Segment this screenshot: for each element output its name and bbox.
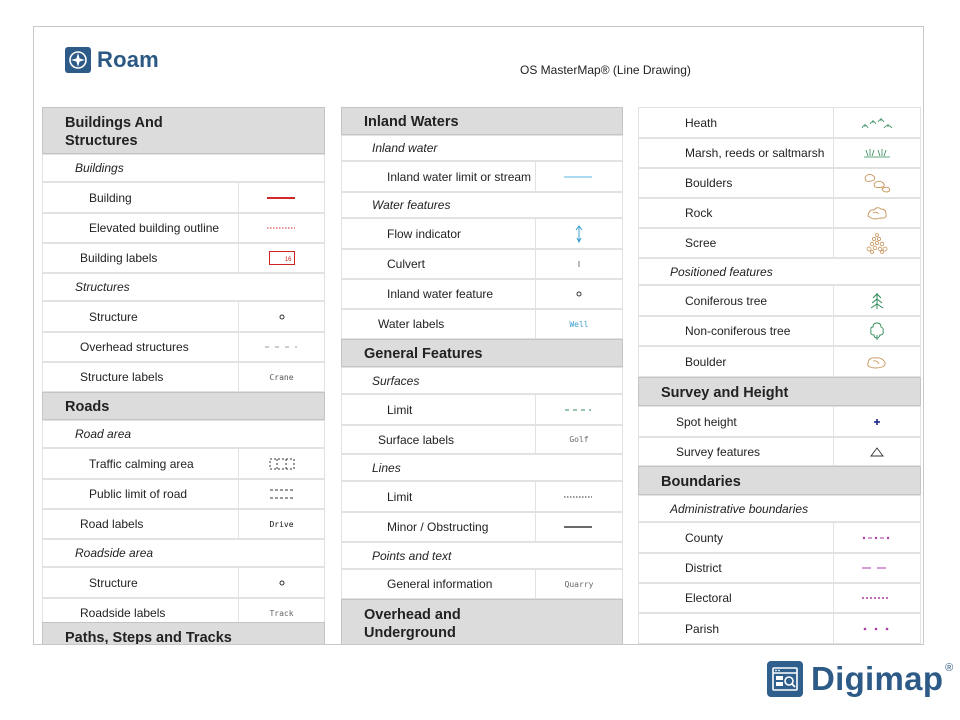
section-title: Survey and Height bbox=[661, 384, 789, 401]
heath-icon bbox=[833, 107, 921, 138]
water-label-symbol bbox=[535, 309, 623, 339]
subsection-lines bbox=[341, 454, 623, 481]
subsection-points-text bbox=[341, 542, 623, 569]
legend-item-inland-water-limit bbox=[341, 161, 623, 192]
legend-item-culvert bbox=[341, 249, 623, 279]
structure-label-sample: Crane bbox=[269, 372, 294, 382]
legend-item-flow-indicator bbox=[341, 218, 623, 249]
legend-label: Limit bbox=[387, 402, 413, 417]
legend-item-spot-height bbox=[638, 406, 921, 437]
legend-item-water-labels bbox=[341, 309, 623, 339]
legend-item-structure bbox=[42, 301, 325, 332]
electoral-boundary-symbol bbox=[833, 583, 921, 613]
legend-item-structure-labels bbox=[42, 362, 325, 392]
building-label-symbol bbox=[238, 243, 325, 273]
subsection-structures bbox=[42, 273, 325, 301]
legend-label: Overhead structures bbox=[80, 340, 189, 354]
triangle-icon bbox=[833, 437, 921, 466]
legend-item-inland-water-feature bbox=[341, 279, 623, 309]
elevated-building-symbol bbox=[238, 213, 325, 243]
legend-label: Boulder bbox=[685, 354, 727, 369]
legend-item-surface-limit bbox=[341, 394, 623, 425]
water-feature-point-symbol bbox=[535, 279, 623, 309]
compass-icon bbox=[65, 47, 91, 73]
legend-label: Minor / Obstructing bbox=[387, 520, 489, 534]
legend-item-overhead-structures bbox=[42, 332, 325, 362]
legend-label: Structure labels bbox=[80, 370, 164, 384]
legend-label: Coniferous tree bbox=[685, 293, 768, 308]
legend-label: Flow indicator bbox=[387, 226, 462, 241]
legend-item-rock bbox=[638, 198, 921, 228]
traffic-calming-symbol bbox=[238, 448, 325, 479]
structure-label-symbol bbox=[238, 362, 325, 392]
legend-label: Building labels bbox=[80, 251, 158, 265]
county-boundary-symbol bbox=[833, 522, 921, 553]
legend-column-1 bbox=[42, 107, 325, 645]
legend-item-lines-limit bbox=[341, 481, 623, 512]
section-title: Buildings And Structures bbox=[65, 114, 163, 149]
section-header-survey-height[interactable] bbox=[638, 377, 921, 406]
legend-label: Heath bbox=[685, 115, 718, 130]
section-title: Inland Waters bbox=[364, 114, 459, 130]
section-header-overhead-underground[interactable] bbox=[341, 599, 623, 645]
legend-label: Water labels bbox=[378, 317, 445, 331]
legend-item-public-limit bbox=[42, 479, 325, 509]
section-header-inland-waters[interactable] bbox=[341, 107, 623, 135]
flow-arrow-icon bbox=[535, 218, 623, 249]
app-name: Roam bbox=[97, 47, 159, 72]
coniferous-tree-icon bbox=[833, 285, 921, 316]
general-info-label-symbol bbox=[535, 569, 623, 599]
legend-label: General information bbox=[387, 577, 493, 591]
subsection-road-area bbox=[42, 420, 325, 448]
subsection-title: Road area bbox=[75, 427, 132, 441]
legend-label: District bbox=[685, 561, 722, 575]
subsection-inland-water bbox=[341, 135, 623, 161]
legend-label: Elevated building outline bbox=[89, 221, 220, 235]
legend-item-non-coniferous-tree bbox=[638, 316, 921, 346]
roadside-label-sample: Track bbox=[269, 608, 294, 618]
legend-item-minor-obstructing bbox=[341, 512, 623, 542]
section-title: Paths, Steps and Tracks bbox=[65, 630, 232, 645]
section-header-roads[interactable] bbox=[42, 392, 325, 420]
non-coniferous-tree-icon bbox=[833, 316, 921, 346]
legend-label: Rock bbox=[685, 206, 713, 220]
legend-item-boulders bbox=[638, 168, 921, 198]
subsection-title: Points and text bbox=[372, 548, 452, 563]
subsection-title: Administrative boundaries bbox=[670, 501, 809, 516]
subsection-title: Buildings bbox=[75, 161, 124, 175]
inland-water-limit-symbol bbox=[535, 161, 623, 192]
legend-item-county bbox=[638, 522, 921, 553]
legend-label: County bbox=[685, 530, 724, 545]
legend-label: Structure bbox=[89, 309, 138, 324]
legend-label: Inland water limit or stream bbox=[387, 169, 532, 184]
legend-label: Culvert bbox=[387, 257, 426, 271]
rock-icon bbox=[833, 198, 921, 228]
road-label-sample: Drive bbox=[269, 519, 294, 529]
legend-label: Traffic calming area bbox=[89, 456, 194, 471]
legend-item-road-labels bbox=[42, 509, 325, 539]
legend-label: Inland water feature bbox=[387, 287, 494, 301]
subsection-title: Inland water bbox=[372, 141, 438, 155]
digimap-logo[interactable] bbox=[767, 660, 954, 698]
legend-item-elevated-building bbox=[42, 213, 325, 243]
structure-point-symbol bbox=[238, 301, 325, 332]
section-header-general-features[interactable] bbox=[341, 339, 623, 367]
subsection-title: Surfaces bbox=[372, 373, 420, 388]
subsection-title: Lines bbox=[372, 460, 401, 475]
legend-label: Parish bbox=[685, 621, 720, 636]
scree-icon bbox=[833, 228, 921, 258]
registered-mark: ® bbox=[945, 662, 954, 674]
road-label-symbol bbox=[238, 509, 325, 539]
legend-item-roadside-structure bbox=[42, 567, 325, 598]
water-label-sample: Well bbox=[569, 319, 589, 329]
section-title: General Features bbox=[364, 346, 483, 362]
legend-item-survey-features bbox=[638, 437, 921, 466]
brand-name: Digimap bbox=[811, 660, 944, 697]
legend-label: Structure bbox=[89, 575, 138, 590]
spot-height-icon bbox=[833, 406, 921, 437]
building-line-symbol bbox=[238, 182, 325, 213]
legend-label: Marsh, reeds or saltmarsh bbox=[685, 146, 825, 160]
subsection-buildings bbox=[42, 154, 325, 182]
legend-label: Roadside labels bbox=[80, 606, 166, 620]
culvert-symbol bbox=[535, 249, 623, 279]
subsection-water-features bbox=[341, 192, 623, 218]
boulders-icon bbox=[833, 168, 921, 198]
legend-label: Public limit of road bbox=[89, 487, 188, 501]
district-boundary-symbol bbox=[833, 553, 921, 583]
legend-item-traffic-calming bbox=[42, 448, 325, 479]
subsection-title: Structures bbox=[75, 280, 130, 294]
legend-item-electoral bbox=[638, 583, 921, 613]
surface-limit-symbol bbox=[535, 394, 623, 425]
boulder-icon bbox=[833, 346, 921, 377]
subsection-title: Positioned features bbox=[670, 264, 773, 279]
section-title: Boundaries bbox=[661, 473, 741, 490]
legend-label: Non-coniferous tree bbox=[685, 324, 791, 338]
legend-label: Survey features bbox=[676, 444, 761, 459]
legend-item-marsh bbox=[638, 138, 921, 168]
legend-item-parish bbox=[638, 613, 921, 644]
building-label-sample: 16 bbox=[284, 257, 292, 263]
section-title: Roads bbox=[65, 399, 110, 415]
legend-panel bbox=[33, 26, 924, 645]
roam-logo[interactable] bbox=[65, 47, 159, 73]
map-search-icon bbox=[767, 661, 803, 697]
legend-item-coniferous-tree bbox=[638, 285, 921, 316]
legend-column-3 bbox=[638, 107, 921, 645]
section-header-boundaries[interactable] bbox=[638, 466, 921, 495]
map-title: OS MasterMap® (Line Drawing) bbox=[520, 63, 691, 77]
legend-label: Electoral bbox=[685, 591, 732, 605]
legend-column-2 bbox=[341, 107, 623, 645]
legend-item-scree bbox=[638, 228, 921, 258]
overhead-structure-symbol bbox=[238, 332, 325, 362]
subsection-title: Roadside area bbox=[75, 546, 154, 560]
legend-item-surface-labels bbox=[341, 425, 623, 454]
general-info-sample: Quarry bbox=[564, 579, 594, 589]
minor-obstructing-symbol bbox=[535, 512, 623, 542]
subsection-positioned-features bbox=[638, 258, 921, 285]
section-header-buildings-structures[interactable] bbox=[42, 107, 325, 154]
legend-item-general-information bbox=[341, 569, 623, 599]
subsection-title: Water features bbox=[372, 198, 451, 212]
lines-limit-symbol bbox=[535, 481, 623, 512]
marsh-icon bbox=[833, 138, 921, 168]
section-header-paths[interactable] bbox=[42, 622, 325, 645]
legend-item-building bbox=[42, 182, 325, 213]
legend-label: Road labels bbox=[80, 517, 144, 531]
legend-label: Building bbox=[89, 190, 132, 205]
legend-label: Limit bbox=[387, 489, 413, 504]
subsection-roadside-area bbox=[42, 539, 325, 567]
public-limit-symbol bbox=[238, 479, 325, 509]
legend-item-heath bbox=[638, 107, 921, 138]
subsection-administrative-boundaries bbox=[638, 495, 921, 522]
parish-boundary-symbol bbox=[833, 613, 921, 644]
section-title: Overhead and Underground bbox=[364, 607, 461, 641]
legend-item-building-labels bbox=[42, 243, 325, 273]
legend-item-boulder bbox=[638, 346, 921, 377]
legend-label: Boulders bbox=[685, 176, 733, 190]
surface-label-symbol bbox=[535, 425, 623, 454]
legend-label: Surface labels bbox=[378, 432, 455, 447]
surface-label-sample: Golf bbox=[569, 435, 589, 444]
legend-item-district bbox=[638, 553, 921, 583]
legend-label: Scree bbox=[685, 236, 717, 250]
roadside-structure-symbol bbox=[238, 567, 325, 598]
subsection-surfaces bbox=[341, 367, 623, 394]
legend-label: Spot height bbox=[676, 414, 737, 429]
